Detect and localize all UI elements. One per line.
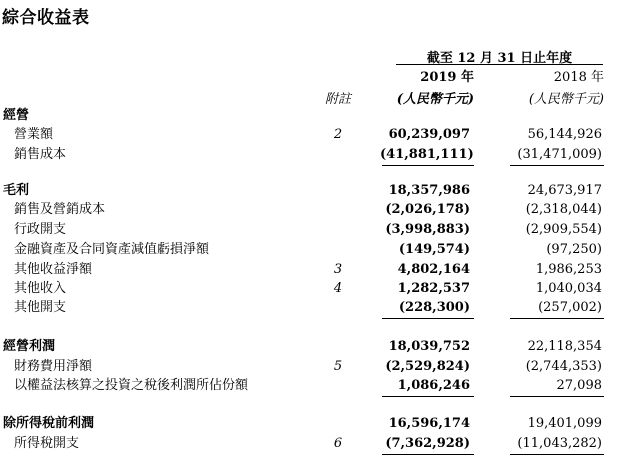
row-label: 以權益法核算之投資之稅後利潤所佔份額 [14, 378, 249, 393]
value-2018: (257,002) [538, 300, 602, 315]
unit-current-header: (人民幣千元) [396, 92, 474, 107]
value-2018: (97,250) [546, 242, 602, 257]
table-row [0, 240, 625, 259]
value-2019: 18,357,986 [388, 183, 470, 198]
notes-header: 附註 [324, 92, 351, 107]
table-row [0, 260, 625, 279]
row-label: 銷售及營銷成本 [14, 202, 106, 217]
table-row [0, 298, 625, 317]
row-label: 營業額 [14, 127, 54, 142]
value-2019: (228,300) [398, 300, 470, 315]
table-row [0, 106, 625, 125]
row-label: 所得稅開支 [14, 436, 80, 451]
unit-prior-header: (人民幣千元) [528, 92, 604, 107]
subtotal-rule [510, 454, 604, 455]
row-label: 經營 [3, 108, 30, 123]
value-2019: (2,026,178) [385, 202, 470, 217]
value-2018: (31,471,009) [517, 147, 602, 162]
value-2018: (2,318,044) [525, 202, 602, 217]
period-header: 截至 12 月 31 日止年度 [426, 51, 573, 66]
subtotal-rule [382, 165, 474, 166]
row-label: 財務費用淨額 [14, 359, 93, 374]
row-label: 其他收入 [14, 281, 67, 296]
value-2018: 19,401,099 [527, 416, 602, 431]
subtotal-rule [510, 165, 604, 166]
year-prior-header: 2018 年 [553, 70, 604, 85]
subtotal-rule [382, 454, 474, 455]
table-row [0, 337, 625, 356]
value-2019: 18,039,752 [388, 339, 470, 354]
row-label: 銷售成本 [14, 147, 67, 162]
table-row [0, 220, 625, 239]
value-2019: (149,574) [398, 242, 470, 257]
value-2019: (41,881,111) [380, 147, 474, 162]
row-label: 毛利 [3, 183, 30, 198]
value-2019: (3,998,883) [385, 222, 470, 237]
value-2019: (7,362,928) [385, 436, 470, 451]
value-2019: 60,239,097 [388, 127, 470, 142]
row-note: 5 [333, 359, 343, 374]
row-label: 其他收益淨額 [14, 262, 93, 277]
table-row [0, 414, 625, 433]
value-2019: (2,529,824) [385, 359, 470, 374]
subtotal-rule [510, 396, 604, 397]
row-label: 經營利潤 [3, 339, 56, 354]
year-current-header: 2019 年 [420, 70, 474, 85]
value-2018: 1,040,034 [535, 281, 602, 296]
table-row [0, 125, 625, 144]
row-label: 除所得稅前利潤 [3, 416, 95, 431]
value-2019: 4,802,164 [397, 262, 470, 277]
table-row [0, 145, 625, 164]
table-row [0, 434, 625, 453]
subtotal-rule [510, 318, 604, 319]
value-2018: 24,673,917 [527, 183, 602, 198]
statement-title: 綜合收益表 [2, 8, 90, 28]
table-row [0, 181, 625, 200]
subtotal-rule [382, 396, 474, 397]
row-note: 3 [333, 262, 343, 277]
row-label: 金融資產及合同資產減值虧損淨額 [14, 242, 210, 257]
row-note: 4 [333, 281, 343, 296]
value-2018: (11,043,282) [517, 436, 602, 451]
period-underline [396, 64, 603, 65]
table-row [0, 200, 625, 219]
value-2018: 1,986,253 [535, 262, 602, 277]
row-note: 2 [333, 127, 343, 142]
subtotal-rule [382, 318, 474, 319]
value-2018: (2,909,554) [525, 222, 602, 237]
table-row [0, 376, 625, 395]
row-label: 行政開支 [14, 222, 67, 237]
value-2019: 16,596,174 [388, 416, 470, 431]
value-2018: 22,118,354 [527, 339, 602, 354]
value-2019: 1,282,537 [397, 281, 470, 296]
value-2018: (2,744,353) [525, 359, 602, 374]
table-row [0, 357, 625, 376]
row-note: 6 [333, 436, 343, 451]
value-2019: 1,086,246 [397, 378, 470, 393]
value-2018: 56,144,926 [527, 127, 602, 142]
value-2018: 27,098 [556, 378, 602, 393]
row-label: 其他開支 [14, 300, 67, 315]
table-row [0, 279, 625, 298]
